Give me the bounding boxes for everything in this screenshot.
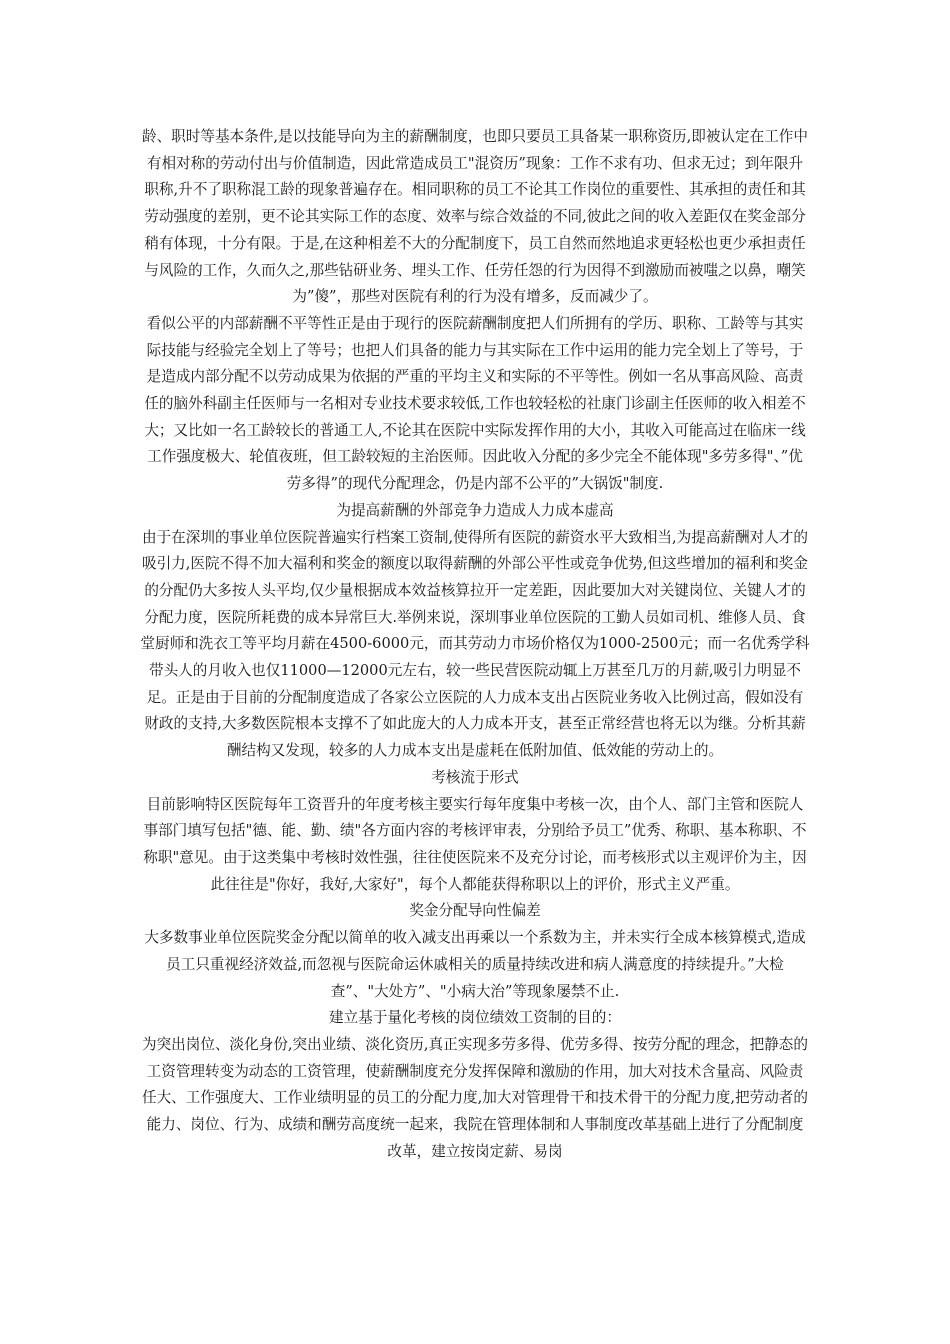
paragraph-internal-inequality: 看似公平的内部薪酬不平等性正是由于现行的医院薪酬制度把人们所拥有的学历、职称、工龄等与其实际技能与经验完全划上了等号；也把人们具备的能力与其实际在工作中运用的能力完全划上了等号，于是造成内部分配不以劳动成果为依据的严重的平均主义和实际的不平等性。例如一名从事高风险、高责任的脑外科副主任医师与一名相对专业技术要求较低,工作也较轻松的社康门诊副主任医师的收入相差不大；又比如一名工龄较长的普通工人,不论其在医院中实际发挥作用的大小，其收入可能高过在临床一线工作强度极大、轮值夜班，但工龄较短的主治医师。因此收入分配的多少完全不能体现"多劳多得"、”优劳多得”的现代分配理念，仍是内部不公平的”大锅饭"制度. xyxy=(144,314,806,493)
document-page xyxy=(140,124,810,1165)
heading-assessment-formality: 考核流于形式 xyxy=(431,768,519,786)
paragraph-purpose: 为突出岗位、淡化身份,突出业绩、淡化资历,真正实现多劳多得、优劳多得、按劳分配的理念，把静态的工资管理转变为动态的工资管理，使薪酬制度充分发挥保障和激励的作用，加大对技术含量高、风险责任大、工作强度大、工作业绩明显的员工的分配力度,加大对管理骨干和技术骨干的分配力度,把劳动者的能力、岗位、行为、成绩和酬劳高度统一起来，我院在管理体制和人事制度改革基础上进行了分配制度改革，建立按岗定薪、易岗 xyxy=(141,1035,808,1160)
heading-purpose: 建立基于量化考核的岗位绩效工资制的目的： xyxy=(329,1009,621,1027)
heading-external-competitiveness: 为提高薪酬的外部竞争力造成人力成本虚高 xyxy=(336,501,614,519)
paragraph-seniority-pay: 龄、职时等基本条件,是以技能导向为主的薪酬制度，也即只要员工具备某一职称资历,即被认定在工作中有相对称的劳动付出与价值制造，因此常造成员工"混资历”现象：工作不求有功、但求无过；到年限升职称,升不了职称混工龄的现象普遍存在。相同职称的员工不论其工作岗位的重要性、其承担的责任和其劳动强度的差别，更不论其实际工作的态度、效率与综合效益的不同,彼此之间的收入差距仅在奖金部分稍有体现，十分有限。于是,在这种相差不大的分配制度下，员工自然而然地追求更轻松也更少承担责任与风险的工作，久而久之,那些钻研业务、埋头工作、任劳任怨的行为因得不到激励而被嗤之以鼻，嘲笑为”傻”，那些对医院有利的行为没有增多，反而减少了。 xyxy=(141,128,808,306)
paragraph-assessment: 目前影响特区医院每年工资晋升的年度考核主要实行每年度集中考核一次，由个人、部门主管和医院人事部门填写包括"德、能、勤、绩"各方面内容的考核评审表，分别给予员工”优秀、称职、基本称职、不称职"意见。由于这类集中考核时效性强，往往使医院来不及充分讨论，而考核形式以主观评价为主，因此往往是"你好，我好,大家好"，每个人都能获得称职以上的评价，形式主义严重。 xyxy=(143,795,807,893)
paragraph-labor-cost: 由于在深圳的事业单位医院普遍实行档案工资制,使得所有医院的薪资水平大致相当,为提高薪酬对人才的吸引力,医院不得不加大福利和奖金的额度以取得薪酬的外部公平性或竞争优势,但这些增加的福利和奖金的分配仍大多按人头平均,仅少量根据成本效益核算拉开一定差距，因此要加大对关键岗位、关键人才的分配力度，医院所耗费的成本异常巨大.举例来说，深圳事业单位医院的工勤人员如司机、维修人员、食堂厨师和洗衣工等平均月薪在4500-6000元，而其劳动力市场价格仅为1000-2500元；而一名优秀学科带头人的月收入也仅11000—12000元左右，较一些民营医院动辄上万甚至几万的月薪,吸引力明显不足。正是由于目前的分配制度造成了各家公立医院的人力成本支出占医院业务收入比例过高，假如没有财政的支持,大多数医院根本支撑不了如此庞大的人力成本开支，甚至正常经营也将无以为继。分析其薪酬结构又发现，较多的人力成本支出是虚耗在低附加值、低效能的劳动上的。 xyxy=(140,528,810,760)
paragraph-bonus: 大多数事业单位医院奖金分配以简单的收入减支出再乘以一个系数为主，并未实行全成本核算模式,造成员工只重视经济效益,而忽视与医院命运休戚相关的质量持续改进和病人满意度的持续提升。”大检查”、"大处方”、"小病大治”等现象屡禁不止. xyxy=(144,929,806,1000)
heading-bonus-bias: 奖金分配导向性偏差 xyxy=(409,902,541,920)
